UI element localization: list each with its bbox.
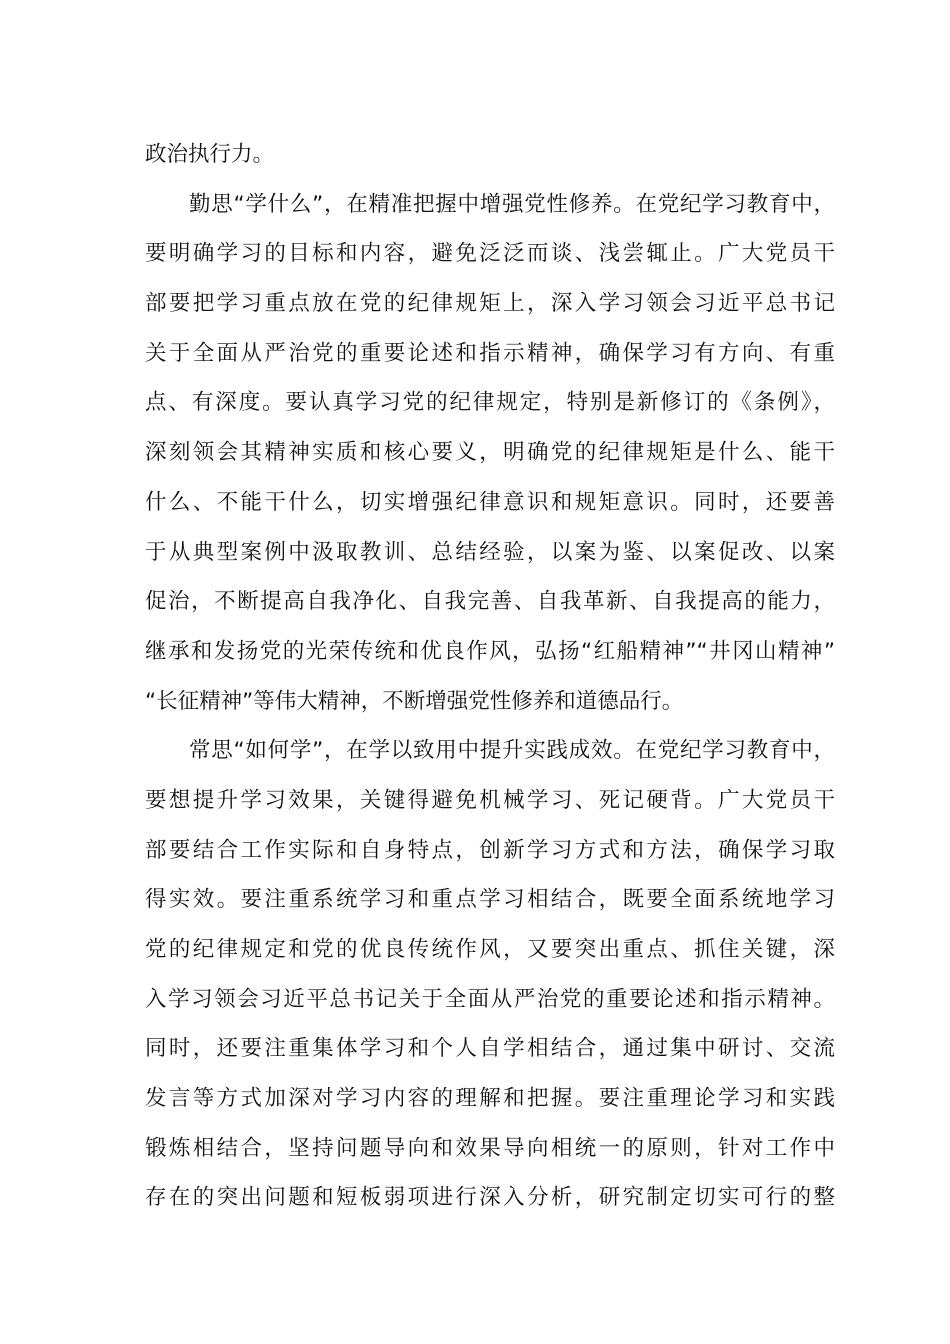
text-line: 要明确学习的目标和内容，避免泛泛而谈、浅尝辄止。广大党员干 [145, 241, 835, 267]
text-line: 党的纪律规定和党的优良传统作风，又要突出重点、抓住关键，深 [145, 937, 835, 962]
text-line: 得实效。要注重系统学习和重点学习相结合，既要全面系统地学习 [145, 887, 835, 913]
text-line: 锻炼相结合，坚持问题导向和效果导向相统一的原则，针对工作中 [145, 1135, 835, 1161]
text-line: 于从典型案例中汲取教训、总结经验，以案为鉴、以案促改、以案 [145, 539, 835, 565]
text-line: 存在的突出问题和短板弱项进行深入分析，研究制定切实可行的整 [145, 1185, 835, 1211]
text-line: 部要结合工作实际和自身特点，创新学习方式和方法，确保学习取 [145, 837, 835, 863]
text-line: 点、有深度。要认真学习党的纪律规定，特别是新修订的《条例》， [145, 390, 835, 416]
paragraph-start-line: 勤思“学什么”，在精准把握中增强党性修养。在党纪学习教育中， [189, 191, 835, 217]
text-line: 深刻领会其精神实质和核心要义，明确党的纪律规矩是什么、能干 [145, 440, 835, 466]
paragraph-start-line: 常思“如何学”，在学以致用中提升实践成效。在党纪学习教育中， [189, 738, 835, 764]
text-line: 什么、不能干什么，切实增强纪律意识和规矩意识。同时，还要善 [145, 489, 835, 515]
text-line: 入学习领会习近平总书记关于全面从严治党的重要论述和指示精神。 [145, 986, 835, 1012]
text-line: 继承和发扬党的光荣传统和优良作风，弘扬“红船精神”“井冈山精神” [145, 638, 835, 664]
text-line: 发言等方式加深对学习内容的理解和把握。要注重理论学习和实践 [145, 1086, 835, 1112]
text-line: 要想提升学习效果，关键得避免机械学习、死记硬背。广大党员干 [145, 787, 835, 813]
text-line: 政治执行力。 [145, 142, 275, 167]
text-line: 关于全面从严治党的重要论述和指示精神，确保学习有方向、有重 [145, 340, 835, 366]
text-line: 同时，还要注重集体学习和个人自学相结合，通过集中研讨、交流 [145, 1036, 835, 1062]
text-line: “长征精神”等伟大精神，不断增强党性修养和道德品行。 [145, 688, 684, 714]
text-line: 部要把学习重点放在党的纪律规矩上，深入学习领会习近平总书记 [145, 291, 835, 317]
document-body [145, 130, 835, 1223]
text-line: 促治，不断提高自我净化、自我完善、自我革新、自我提高的能力， [145, 589, 835, 615]
